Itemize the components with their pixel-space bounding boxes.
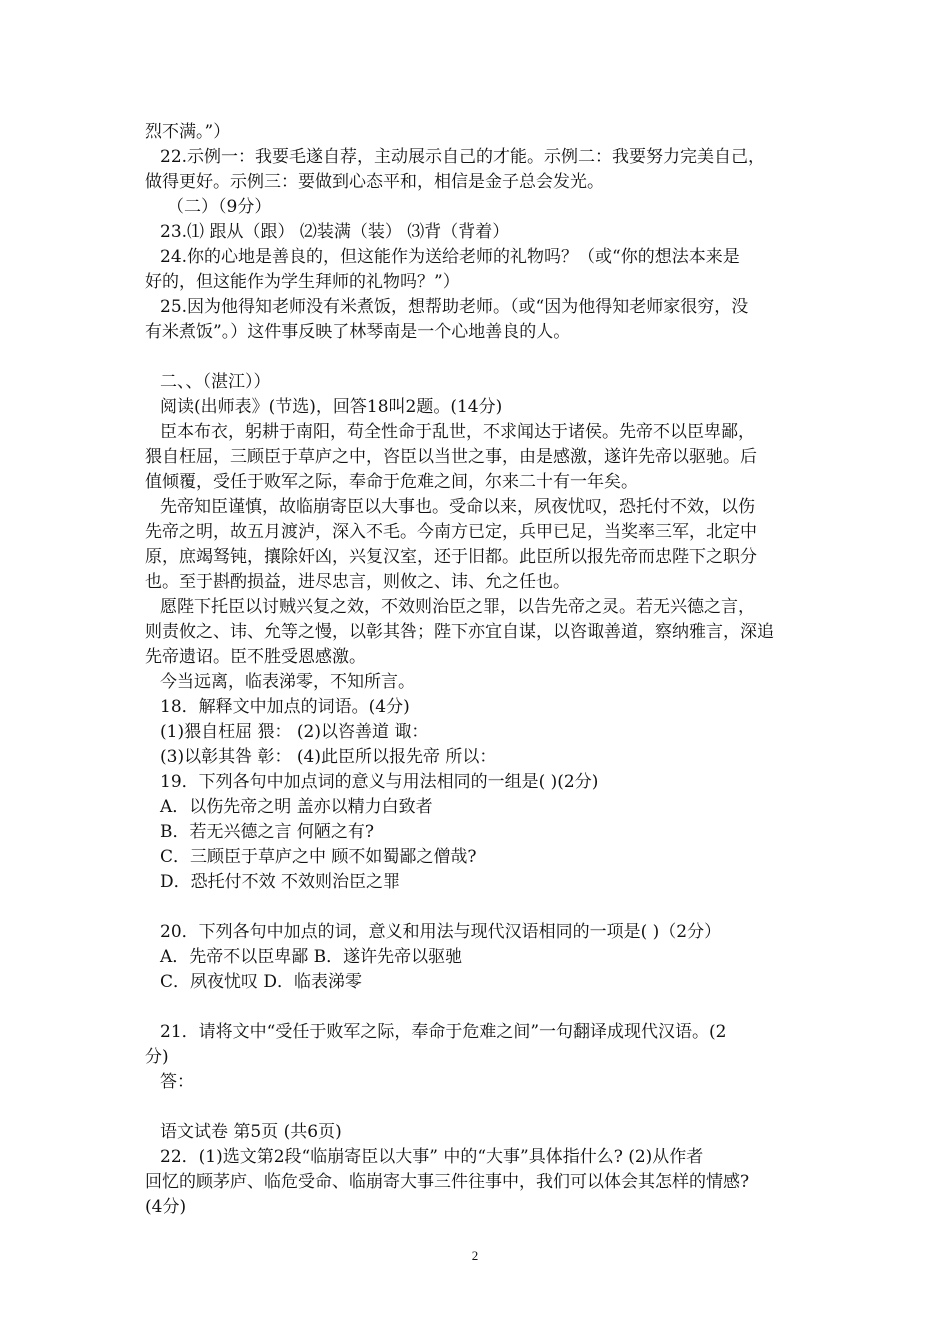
reading-instruction: 阅读(出师表》(节选)，回答18叫2题。(14分): [160, 397, 503, 417]
text-line: 有米煮饭”。）这件事反映了林琴南是一个心地善良的人。: [145, 322, 571, 342]
text-line: 分): [145, 1047, 169, 1067]
passage-paragraph: 愿陛下托臣以讨贼兴复之效，不效则治臣之罪，以告先帝之灵。若无兴德之言，: [160, 597, 755, 617]
text-line: 烈不满。”）: [145, 122, 231, 142]
text-line: 做得更好。示例三：要做到心态平和，相信是金子总会发光。: [145, 172, 604, 192]
blank-line: [145, 345, 815, 370]
question-22: 22．(1)选文第2段“临崩寄臣以大事” 中的“大事”具体指什么? (2)从作者: [160, 1147, 704, 1167]
question-18-items: (3)以彰其咎 彰： (4)此臣所以报先帝 所以：: [160, 747, 497, 767]
blank-line: [145, 895, 815, 920]
answer-23: 23.⑴ 跟从（跟） ⑵装满（装） ⑶背（背着）: [160, 222, 510, 242]
answer-25: 25.因为他得知老师没有米煮饭，想帮助老师。（或“因为他得知老师家很穷，没: [160, 297, 749, 317]
section-heading: 二、、（湛江））: [160, 372, 271, 392]
passage-line: 值倾覆，受任于败军之际，奉命于危难之间，尔来二十有一年矣。: [145, 472, 638, 492]
option-d: D．恐托付不效 不效则治臣之罪: [160, 872, 401, 892]
section-heading: （二）（9分）: [167, 197, 272, 217]
question-18-items: (1)猥自枉屈 猥： (2)以咨善道 诹：: [160, 722, 429, 742]
question-18: 18．解释文中加点的词语。(4分): [160, 697, 410, 717]
passage-line: 则责攸之、讳、允等之慢，以彰其咎；陛下亦宜自谋，以咨诹善道，察纳雅言，深追: [145, 622, 774, 642]
option-c: C．三顾臣于草庐之中 顾不如蜀鄙之僧哉?: [160, 847, 477, 867]
options-ab: A．先帝不以臣卑鄙 B．遂许先帝以驱驰: [160, 947, 463, 967]
document-body: [145, 120, 815, 1220]
passage-line: 猥自枉屈，三顾臣于草庐之中，咨臣以当世之事，由是感激，遂许先帝以驱驰。后: [145, 447, 757, 467]
answer-24: 24.你的心地是善良的，但这能作为送给老师的礼物吗？（或“你的想法本来是: [160, 247, 740, 267]
text-line: (4分): [145, 1197, 187, 1217]
blank-line: [145, 1095, 815, 1120]
passage-line: 也。至于斟酌损益，进尽忠言，则攸之、讳、允之任也。: [145, 572, 570, 592]
options-cd: C．夙夜忧叹 D．临表涕零: [160, 972, 363, 992]
passage-paragraph: 先帝知臣谨慎，故临崩寄臣以大事也。受命以来，夙夜忧叹，恐托付不效，以伤: [160, 497, 755, 517]
answer-label: 答：: [160, 1072, 194, 1092]
option-a: A．以伤先帝之明 盖亦以精力白致者: [160, 797, 433, 817]
passage-line: 先帝之明，故五月渡泸，深入不毛。今南方已定，兵甲已足，当奖率三军，北定中: [145, 522, 757, 542]
passage-line: 先帝遗诏。臣不胜受恩感激。: [145, 647, 366, 667]
passage-paragraph: 臣本布衣，躬耕于南阳，苟全性命于乱世，不求闻达于诸侯。先帝不以臣卑鄙，: [160, 422, 755, 442]
option-b: B．若无兴德之言 何陋之有?: [160, 822, 375, 842]
question-21: 21．请将文中“受任于败军之际，奉命于危难之间”一句翻译成现代汉语。(2: [160, 1022, 727, 1042]
blank-line: [145, 995, 815, 1020]
question-19: 19．下列各句中加点词的意义与用法相同的一组是( )(2分): [160, 772, 599, 792]
page-number: 2: [471, 1248, 479, 1263]
passage-line: 原，庶竭驽钝，攘除奸凶，兴复汉室，还于旧都。此臣所以报先帝而忠陛下之职分: [145, 547, 757, 567]
text-line: 回忆的顾茅庐、临危受命、临崩寄大事三件往事中，我们可以体会其怎样的情感?: [145, 1172, 750, 1192]
passage-paragraph: 今当远离，临表涕零，不知所言。: [160, 672, 415, 692]
question-20: 20．下列各句中加点的词，意义和用法与现代汉语相同的一项是( )（2分）: [160, 922, 722, 942]
text-line: 好的，但这能作为学生拜师的礼物吗？”）: [145, 272, 460, 292]
answer-22: 22.示例一：我要毛遂自荐，主动展示自己的才能。示例二：我要努力完美自己，: [160, 147, 766, 167]
exam-footer-text: 语文试卷 第5页 (共6页): [160, 1122, 342, 1142]
